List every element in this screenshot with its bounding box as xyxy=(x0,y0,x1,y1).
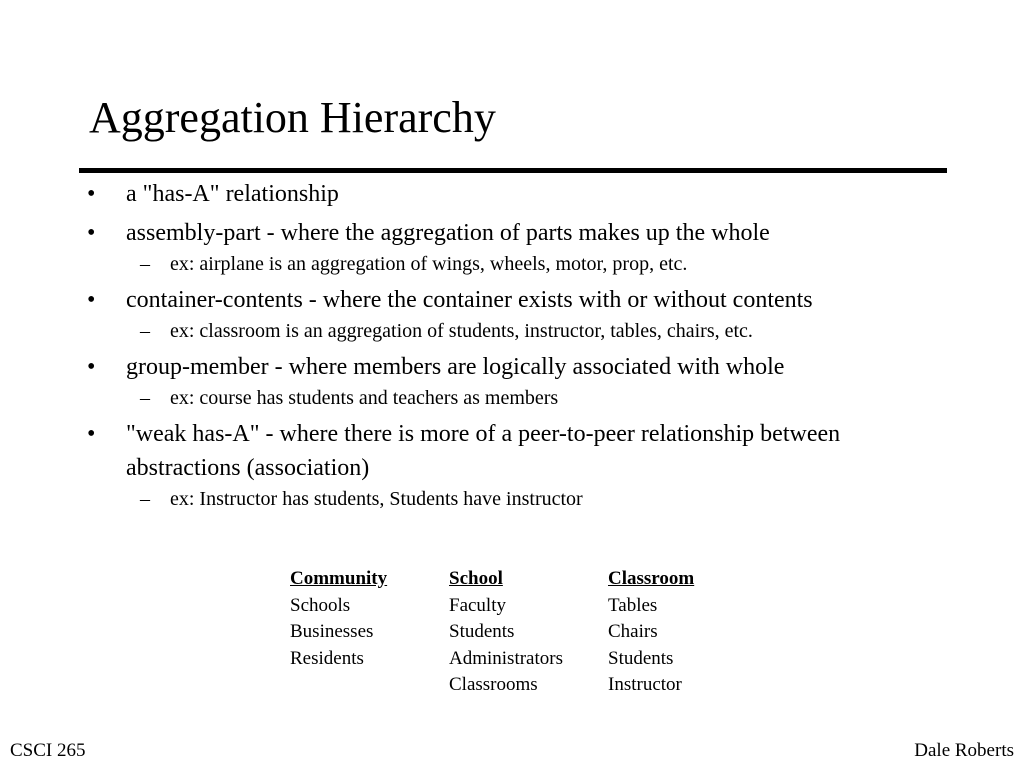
bullet-text: assembly-part - where the aggregation of parts makes up the whole xyxy=(126,220,770,246)
table-cell: Classrooms xyxy=(449,674,538,696)
table-cell: Students xyxy=(449,621,515,643)
sub-bullet-item xyxy=(0,485,1024,513)
bullet-text: container-contents - where the container exists with or without contents xyxy=(126,287,813,313)
sub-bullet-marker: – xyxy=(140,488,150,510)
bullet-text: a "has-A" relationship xyxy=(126,181,339,207)
bullet-marker: • xyxy=(87,220,96,246)
table-cell: Tables xyxy=(608,594,658,616)
table-header-classroom: Classroom xyxy=(608,568,695,589)
table-header-community: Community xyxy=(290,568,388,589)
bullet-marker: • xyxy=(87,181,96,207)
footer-course: CSCI 265 xyxy=(10,740,86,761)
bullet-item xyxy=(0,350,1024,384)
bullet-item xyxy=(0,283,1024,317)
table-cell: Faculty xyxy=(449,594,506,616)
slide-title: Aggregation Hierarchy xyxy=(89,93,496,142)
bullet-text: "weak has-A" - where there is more of a peer-to-peer relationship between abstractions (association) xyxy=(126,421,841,481)
sub-bullet-item xyxy=(0,317,1024,345)
sub-bullet-text: ex: course has students and teachers as members xyxy=(170,387,559,409)
sub-bullet-marker: – xyxy=(140,320,150,342)
table-cell: Chairs xyxy=(608,621,658,643)
bullet-marker: • xyxy=(87,354,96,380)
table-cell: Residents xyxy=(290,647,364,669)
hierarchy-table xyxy=(290,566,748,699)
sub-bullet-text: ex: airplane is an aggregation of wings, wheels, motor, prop, etc. xyxy=(170,253,688,275)
bullet-text: group-member - where members are logically associated with whole xyxy=(126,354,785,380)
sub-bullet-text: ex: Instructor has students, Students have instructor xyxy=(170,488,583,510)
bullet-list xyxy=(0,177,1024,513)
bullet-item xyxy=(0,417,1024,485)
table-cell: Instructor xyxy=(608,674,682,696)
sub-bullet-text: ex: classroom is an aggregation of students, instructor, tables, chairs, etc. xyxy=(170,320,753,342)
sub-bullet-marker: – xyxy=(140,253,150,275)
title-divider xyxy=(79,168,947,173)
table-cell xyxy=(290,672,449,699)
bullet-marker: • xyxy=(87,287,96,313)
table-cell: Businesses xyxy=(290,621,374,643)
table-cell: Schools xyxy=(290,594,351,616)
footer-author: Dale Roberts xyxy=(914,740,1014,761)
sub-bullet-item xyxy=(0,384,1024,412)
bullet-item xyxy=(0,177,1024,211)
table-cell: Students xyxy=(608,647,674,669)
bullet-item xyxy=(0,216,1024,250)
sub-bullet-marker: – xyxy=(140,387,150,409)
bullet-marker: • xyxy=(87,421,96,447)
sub-bullet-item xyxy=(0,250,1024,278)
table-cell: Administrators xyxy=(449,647,563,669)
table-header-school: School xyxy=(449,568,503,589)
